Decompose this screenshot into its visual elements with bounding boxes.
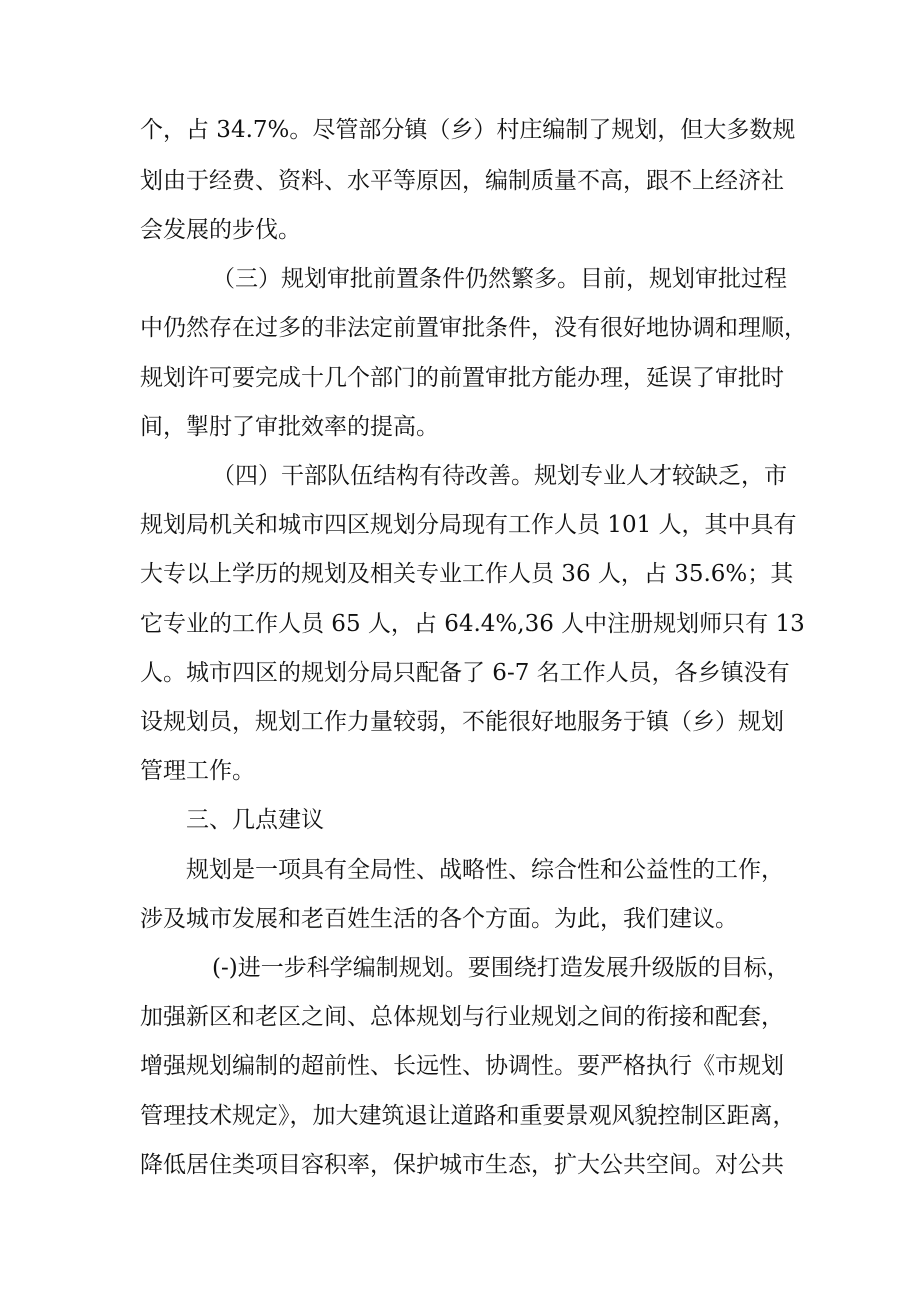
text-line: 它专业的工作人员 65 人，占 64.4%,36 人中注册规划师只有 13 xyxy=(140,611,805,637)
text-line: 个，占 34.7%。尽管部分镇（乡）村庄编制了规划，但大多数规 xyxy=(140,117,796,143)
text-line: 设规划员，规划工作力量较弱，不能很好地服务于镇（乡）规划 xyxy=(140,709,784,735)
text-line: 规划许可要完成十几个部门的前置审批方能办理，延误了审批时 xyxy=(140,365,784,391)
text-line: 管理技术规定》，加大建筑退让道路和重要景观风貌控制区距离， xyxy=(140,1103,796,1129)
text-line: 管理工作。 xyxy=(140,758,255,784)
text-line: 人。城市四区的规划分局只配备了 6-7 名工作人员，各乡镇没有 xyxy=(140,660,790,686)
text-line: 间，掣肘了审批效率的提高。 xyxy=(140,414,439,440)
text-line: 加强新区和老区之间、总体规划与行业规划之间的衔接和配套， xyxy=(140,1004,784,1030)
section-heading-3: （三）规划审批前置条件仍然繁多。目前，规划审批过程 xyxy=(212,266,787,292)
text-line: 会发展的步伐。 xyxy=(140,217,301,243)
subsection-heading-1: (-)进一步科学编制规划。要围绕打造发展升级版的目标， xyxy=(212,955,790,981)
section-heading-4: （四）干部队伍结构有待改善。规划专业人才较缺乏，市 xyxy=(212,463,787,489)
text-line: 规划局机关和城市四区规划分局现有工作人员 101 人，其中具有 xyxy=(140,512,797,538)
section-title: 三、几点建议 xyxy=(186,807,324,833)
text-line: 中仍然存在过多的非法定前置审批条件，没有很好地协调和理顺， xyxy=(140,315,807,341)
text-line: 增强规划编制的超前性、长远性、协调性。要严格执行《市规划 xyxy=(140,1053,784,1079)
text-line: 大专以上学历的规划及相关专业工作人员 36 人，占 35.6%；其 xyxy=(140,561,794,587)
text-line: 划由于经费、资料、水平等原因，编制质量不高，跟不上经济社 xyxy=(140,168,784,194)
text-line: 涉及城市发展和老百姓生活的各个方面。为此，我们建议。 xyxy=(140,906,738,932)
text-line: 降低居住类项目容积率，保护城市生态，扩大公共空间。对公共 xyxy=(140,1152,784,1178)
text-line: 规划是一项具有全局性、战略性、综合性和公益性的工作， xyxy=(186,857,784,883)
